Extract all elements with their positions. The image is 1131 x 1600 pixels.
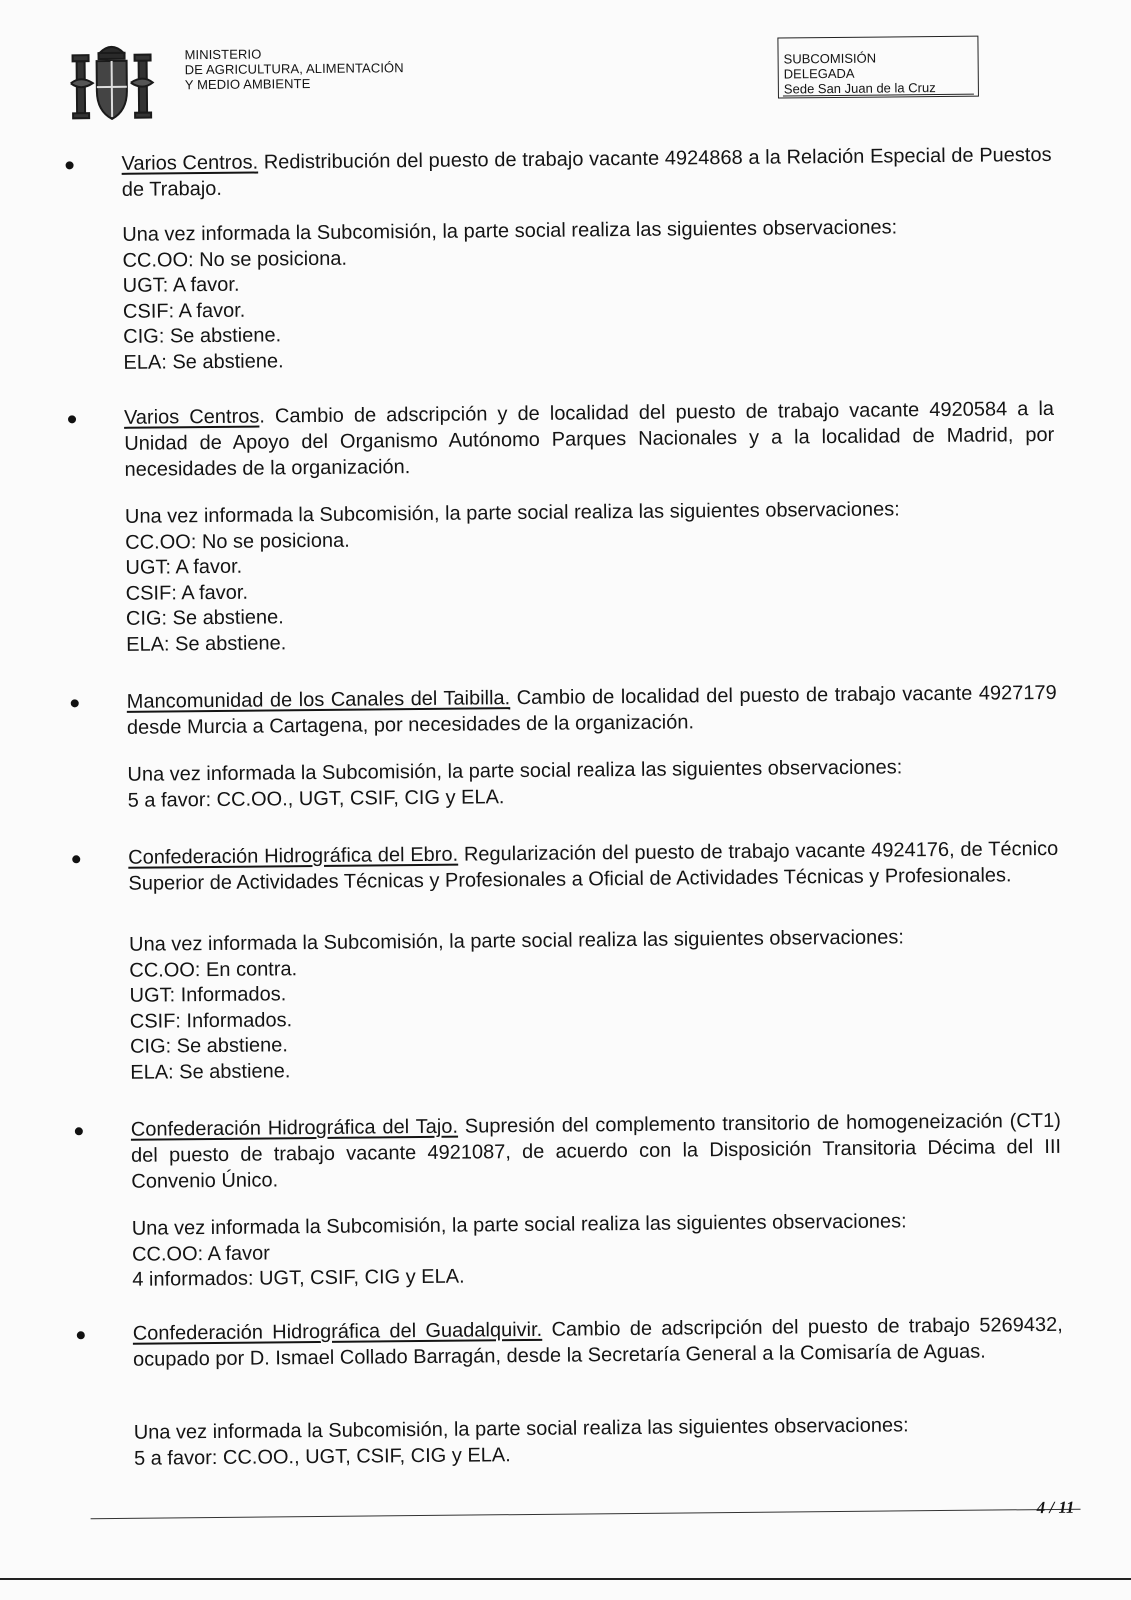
item-text: Cambio de adscripción del puesto de trabajo 5269432, ocupado por D. Ismael Collado Barragán, desde la Secretaría General a la Comisaría de Aguas. xyxy=(132,1313,1063,1371)
observation-line: Una vez informada la Subcomisión, la parte social realiza las siguientes observaciones: xyxy=(131,1210,907,1240)
observation-line: 4 informados: UGT, CSIF, CIG y ELA. xyxy=(132,1265,465,1291)
agenda-item xyxy=(8,835,1131,1084)
item-text: Cambio de localidad del puesto de trabajo vacante 4927179 desde Murcia a Cartagena, por necesidades de la organización. xyxy=(126,681,1057,739)
observations xyxy=(127,754,1057,814)
observation-line: ELA: Se abstiene. xyxy=(130,1059,291,1084)
item-text: Regularización del puesto de trabajo vacante 4924176, de Técnico Superior de Actividades Técnicas y Profesionales a Oficial de Actividades Técnicas y Profesionales. xyxy=(128,837,1059,895)
bullet-icon xyxy=(66,161,74,169)
observation-line: CIG: Se abstiene. xyxy=(123,324,282,348)
item-title: Varios Centros. xyxy=(121,151,259,175)
observation-line: Una vez informada la Subcomisión, la parte social realiza las siguientes observaciones: xyxy=(127,756,903,786)
bullet-icon xyxy=(68,415,76,423)
item-text: Supresión del complemento transitorio de homogeneización (CT1) del puesto de trabajo vacante 4921087, de acuerdo con la Disposición Transitoria Décima del III Convenio Único. xyxy=(130,1109,1062,1193)
item-title: Confederación Hidrográfica del Guadalquivir. xyxy=(132,1318,543,1345)
item-paragraph xyxy=(121,142,1051,203)
agenda-item xyxy=(4,395,1131,656)
item-paragraph xyxy=(127,680,1057,741)
observation-line: CIG: Se abstiene. xyxy=(125,606,284,630)
subcommission-line: SUBCOMISIÓN xyxy=(783,50,877,67)
observations xyxy=(132,1208,1063,1293)
item-paragraph xyxy=(133,1312,1063,1373)
agenda-item xyxy=(1,141,1131,374)
coat-of-arms-icon xyxy=(66,39,157,126)
ministry-name xyxy=(184,45,403,92)
observation-line: CSIF: A favor. xyxy=(125,581,249,605)
ministry-line: MINISTERIO xyxy=(184,46,262,63)
scan-edge-line xyxy=(0,1578,1131,1580)
bullet-icon xyxy=(72,855,80,863)
ministry-line: DE AGRICULTURA, ALIMENTACIÓN xyxy=(184,60,404,78)
observations xyxy=(129,924,1060,1086)
observation-line: UGT: Informados. xyxy=(129,983,287,1007)
subcommission-line: DELEGADA xyxy=(783,65,855,82)
bullet-icon xyxy=(75,1127,83,1135)
observation-line: Una vez informada la Subcomisión, la parte social realiza las siguientes observaciones: xyxy=(122,216,898,246)
bullet-icon xyxy=(77,1331,85,1339)
page-number: 4 / 11 xyxy=(1036,1497,1075,1518)
bullet-icon xyxy=(71,699,79,707)
item-text: . Cambio de adscripción y de localidad del puesto de trabajo vacante 4920584 a la Unidad de Apoyo del Organismo Autónomo Parques Nacionales y a la localidad de Madrid, por necesidades de la organización. xyxy=(124,397,1055,481)
subcommission-box xyxy=(777,36,979,99)
item-paragraph xyxy=(128,836,1058,897)
agenda-item xyxy=(7,679,1131,812)
item-title: Confederación Hidrográfica del Tajo. xyxy=(130,1115,459,1141)
observation-line: Una vez informada la Subcomisión, la parte social realiza las siguientes observaciones: xyxy=(133,1414,909,1444)
item-paragraph xyxy=(124,396,1055,483)
observation-line: 5 a favor: CC.OO., UGT, CSIF, CIG y ELA. xyxy=(133,1443,511,1470)
ministry-line: Y MEDIO AMBIENTE xyxy=(184,76,311,93)
observation-line: CSIF: A favor. xyxy=(122,299,246,323)
item-title: Confederación Hidrográfica del Ebro. xyxy=(128,843,459,869)
observation-line: UGT: A favor. xyxy=(122,273,240,297)
observation-line: CC.OO: No se posiciona. xyxy=(122,247,348,272)
observation-line: Una vez informada la Subcomisión, la parte social realiza las siguientes observaciones: xyxy=(128,926,904,956)
agenda-item xyxy=(13,1311,1131,1470)
observations xyxy=(134,1412,1064,1472)
observation-line: ELA: Se abstiene. xyxy=(123,349,284,374)
observation-line: CC.OO: En contra. xyxy=(129,957,298,982)
observations xyxy=(122,214,1053,376)
observation-line: CIG: Se abstiene. xyxy=(129,1034,289,1058)
item-paragraph xyxy=(131,1108,1062,1195)
observation-line: CC.OO: No se posiciona. xyxy=(125,529,350,554)
observation-line: UGT: A favor. xyxy=(125,555,243,579)
footer-rule xyxy=(91,1509,1081,1520)
observation-line: 5 a favor: CC.OO., UGT, CSIF, CIG y ELA. xyxy=(127,785,505,812)
subcommission-line: Sede San Juan de la Cruz xyxy=(783,80,936,97)
observation-line: CC.OO: A favor xyxy=(131,1241,270,1266)
item-title: Varios Centros xyxy=(123,405,260,429)
item-title: Mancomunidad de los Canales del Taibilla. xyxy=(126,687,511,713)
observation-line: CSIF: Informados. xyxy=(129,1008,293,1033)
observation-line: Una vez informada la Subcomisión, la parte social realiza las siguientes observaciones: xyxy=(124,498,900,528)
observation-line: ELA: Se abstiene. xyxy=(126,631,287,656)
agenda-item xyxy=(11,1107,1131,1291)
observations xyxy=(125,496,1056,658)
item-text: Redistribución del puesto de trabajo vacante 4924868 a la Relación Especial de Puestos de Trabajo. xyxy=(121,143,1052,201)
